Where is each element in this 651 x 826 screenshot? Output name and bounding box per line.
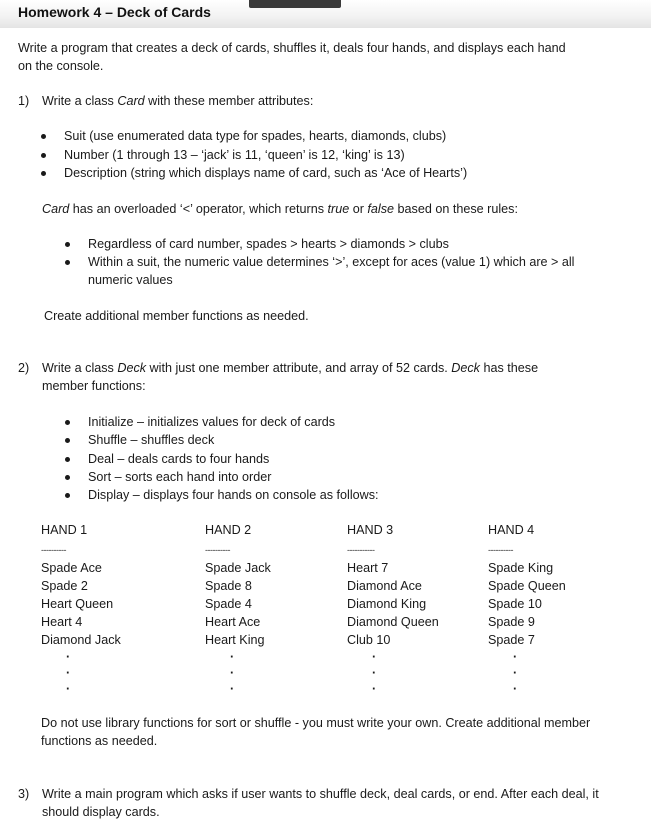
card-entry: Spade 8 — [205, 579, 252, 593]
card-entry: Club 10 — [347, 633, 391, 647]
ellipsis-dot: · — [230, 650, 235, 664]
hand-title: HAND 1 — [41, 523, 88, 537]
ellipsis-dot: · — [372, 650, 377, 664]
operator-paragraph: Card has an overloaded ‘<’ operator, which returns true or false based on these rules: — [42, 202, 518, 216]
hand-column-2 — [205, 521, 271, 697]
ellipsis-dot: · — [230, 682, 235, 696]
function-initialize: Initialize – initializes values for deck of cards — [88, 415, 336, 429]
bullet-dot — [65, 438, 70, 443]
card-entry: Diamond Ace — [347, 579, 422, 593]
bullet-dot — [41, 134, 46, 139]
card-entry: Heart 7 — [347, 561, 389, 575]
section3-text: Write a main program which asks if user wants to shuffle deck, deal cards, or end. After each deal, it should display cards. — [42, 787, 599, 819]
intro-paragraph: Write a program that creates a deck of cards, shuffles it, deals four hands, and displays each hand on the console. — [18, 41, 566, 73]
card-entry: Spade 2 — [41, 579, 88, 593]
attribute-suit: Suit (use enumerated data type for spades, hearts, diamonds, clubs) — [64, 129, 447, 143]
hand-column-3 — [347, 521, 439, 697]
section3-number: 3) — [18, 787, 30, 801]
bullet-dot — [65, 242, 70, 247]
rule-numeric-value: Within a suit, the numeric value determines ‘>’, except for aces (value 1) which are > all numeric values — [88, 255, 575, 287]
section1-heading: Write a class Card with these member attributes: — [42, 94, 314, 108]
card-entry: Heart King — [205, 633, 265, 647]
card-entry: Spade 9 — [488, 615, 535, 629]
card-entry: Diamond Jack — [41, 633, 121, 647]
card-entry: Heart Queen — [41, 597, 114, 611]
card-entry: Spade Ace — [41, 561, 102, 575]
bullet-dot — [65, 260, 70, 265]
rule-suit-order: Regardless of card number, spades > hearts > diamonds > clubs — [88, 237, 449, 251]
section2-number: 2) — [18, 361, 30, 375]
function-display: Display – displays four hands on console as follows: — [88, 488, 379, 502]
ellipsis-dot: · — [513, 682, 518, 696]
section1-number: 1) — [18, 94, 30, 108]
bullet-dot — [41, 171, 46, 176]
card-entry: Diamond Queen — [347, 615, 439, 629]
card-entry: Spade 4 — [205, 597, 252, 611]
bullet-dot — [65, 475, 70, 480]
bullet-dot — [41, 153, 46, 158]
attribute-description: Description (string which displays name of card, such as ‘Ace of Hearts’) — [64, 166, 468, 180]
ellipsis-dot: · — [372, 682, 377, 696]
document-title: Homework 4 – Deck of Cards — [18, 4, 211, 20]
attribute-number: Number (1 through 13 – ‘jack’ is 11, ‘queen’ is 12, ‘king’ is 13) — [64, 148, 405, 162]
card-entry: Spade King — [488, 561, 554, 575]
card-entry: Spade Queen — [488, 579, 566, 593]
function-deal: Deal – deals cards to four hands — [88, 452, 270, 466]
bullet-dot — [65, 493, 70, 498]
card-entry: Heart 4 — [41, 615, 83, 629]
card-entry: Heart Ace — [205, 615, 261, 629]
hand-title: HAND 3 — [347, 523, 394, 537]
card-entry: Spade 7 — [488, 633, 535, 647]
card-entry: Diamond King — [347, 597, 427, 611]
bullet-dot — [65, 420, 70, 425]
ellipsis-dot: · — [513, 666, 518, 680]
hand-title: HAND 4 — [488, 523, 535, 537]
card-entry: Spade 10 — [488, 597, 542, 611]
ellipsis-dot: · — [230, 666, 235, 680]
hand-title: HAND 2 — [205, 523, 252, 537]
ellipsis-dot: · — [66, 666, 71, 680]
hand-divider: ---------- — [41, 545, 66, 555]
function-sort: Sort – sorts each hand into order — [88, 470, 272, 484]
top-bar — [0, 0, 651, 28]
section2-heading: Write a class Deck with just one member attribute, and array of 52 cards. Deck has these member functions: — [42, 361, 539, 393]
ellipsis-dot: · — [66, 650, 71, 664]
hand-column-1 — [41, 521, 121, 697]
function-shuffle: Shuffle – shuffles deck — [88, 433, 215, 447]
ellipsis-dot: · — [66, 682, 71, 696]
section1-footer: Create additional member functions as needed. — [44, 309, 309, 323]
hand-divider: ---------- — [205, 545, 230, 555]
window-strip — [249, 0, 341, 8]
ellipsis-dot: · — [372, 666, 377, 680]
section2-footer: Do not use library functions for sort or shuffle - you must write your own. Create additional member functions as needed. — [41, 716, 591, 748]
bullet-dot — [65, 457, 70, 462]
hand-column-4 — [488, 521, 566, 697]
hand-divider: ----------- — [347, 545, 375, 555]
hand-divider: ---------- — [488, 545, 513, 555]
ellipsis-dot: · — [513, 650, 518, 664]
card-entry: Spade Jack — [205, 561, 271, 575]
